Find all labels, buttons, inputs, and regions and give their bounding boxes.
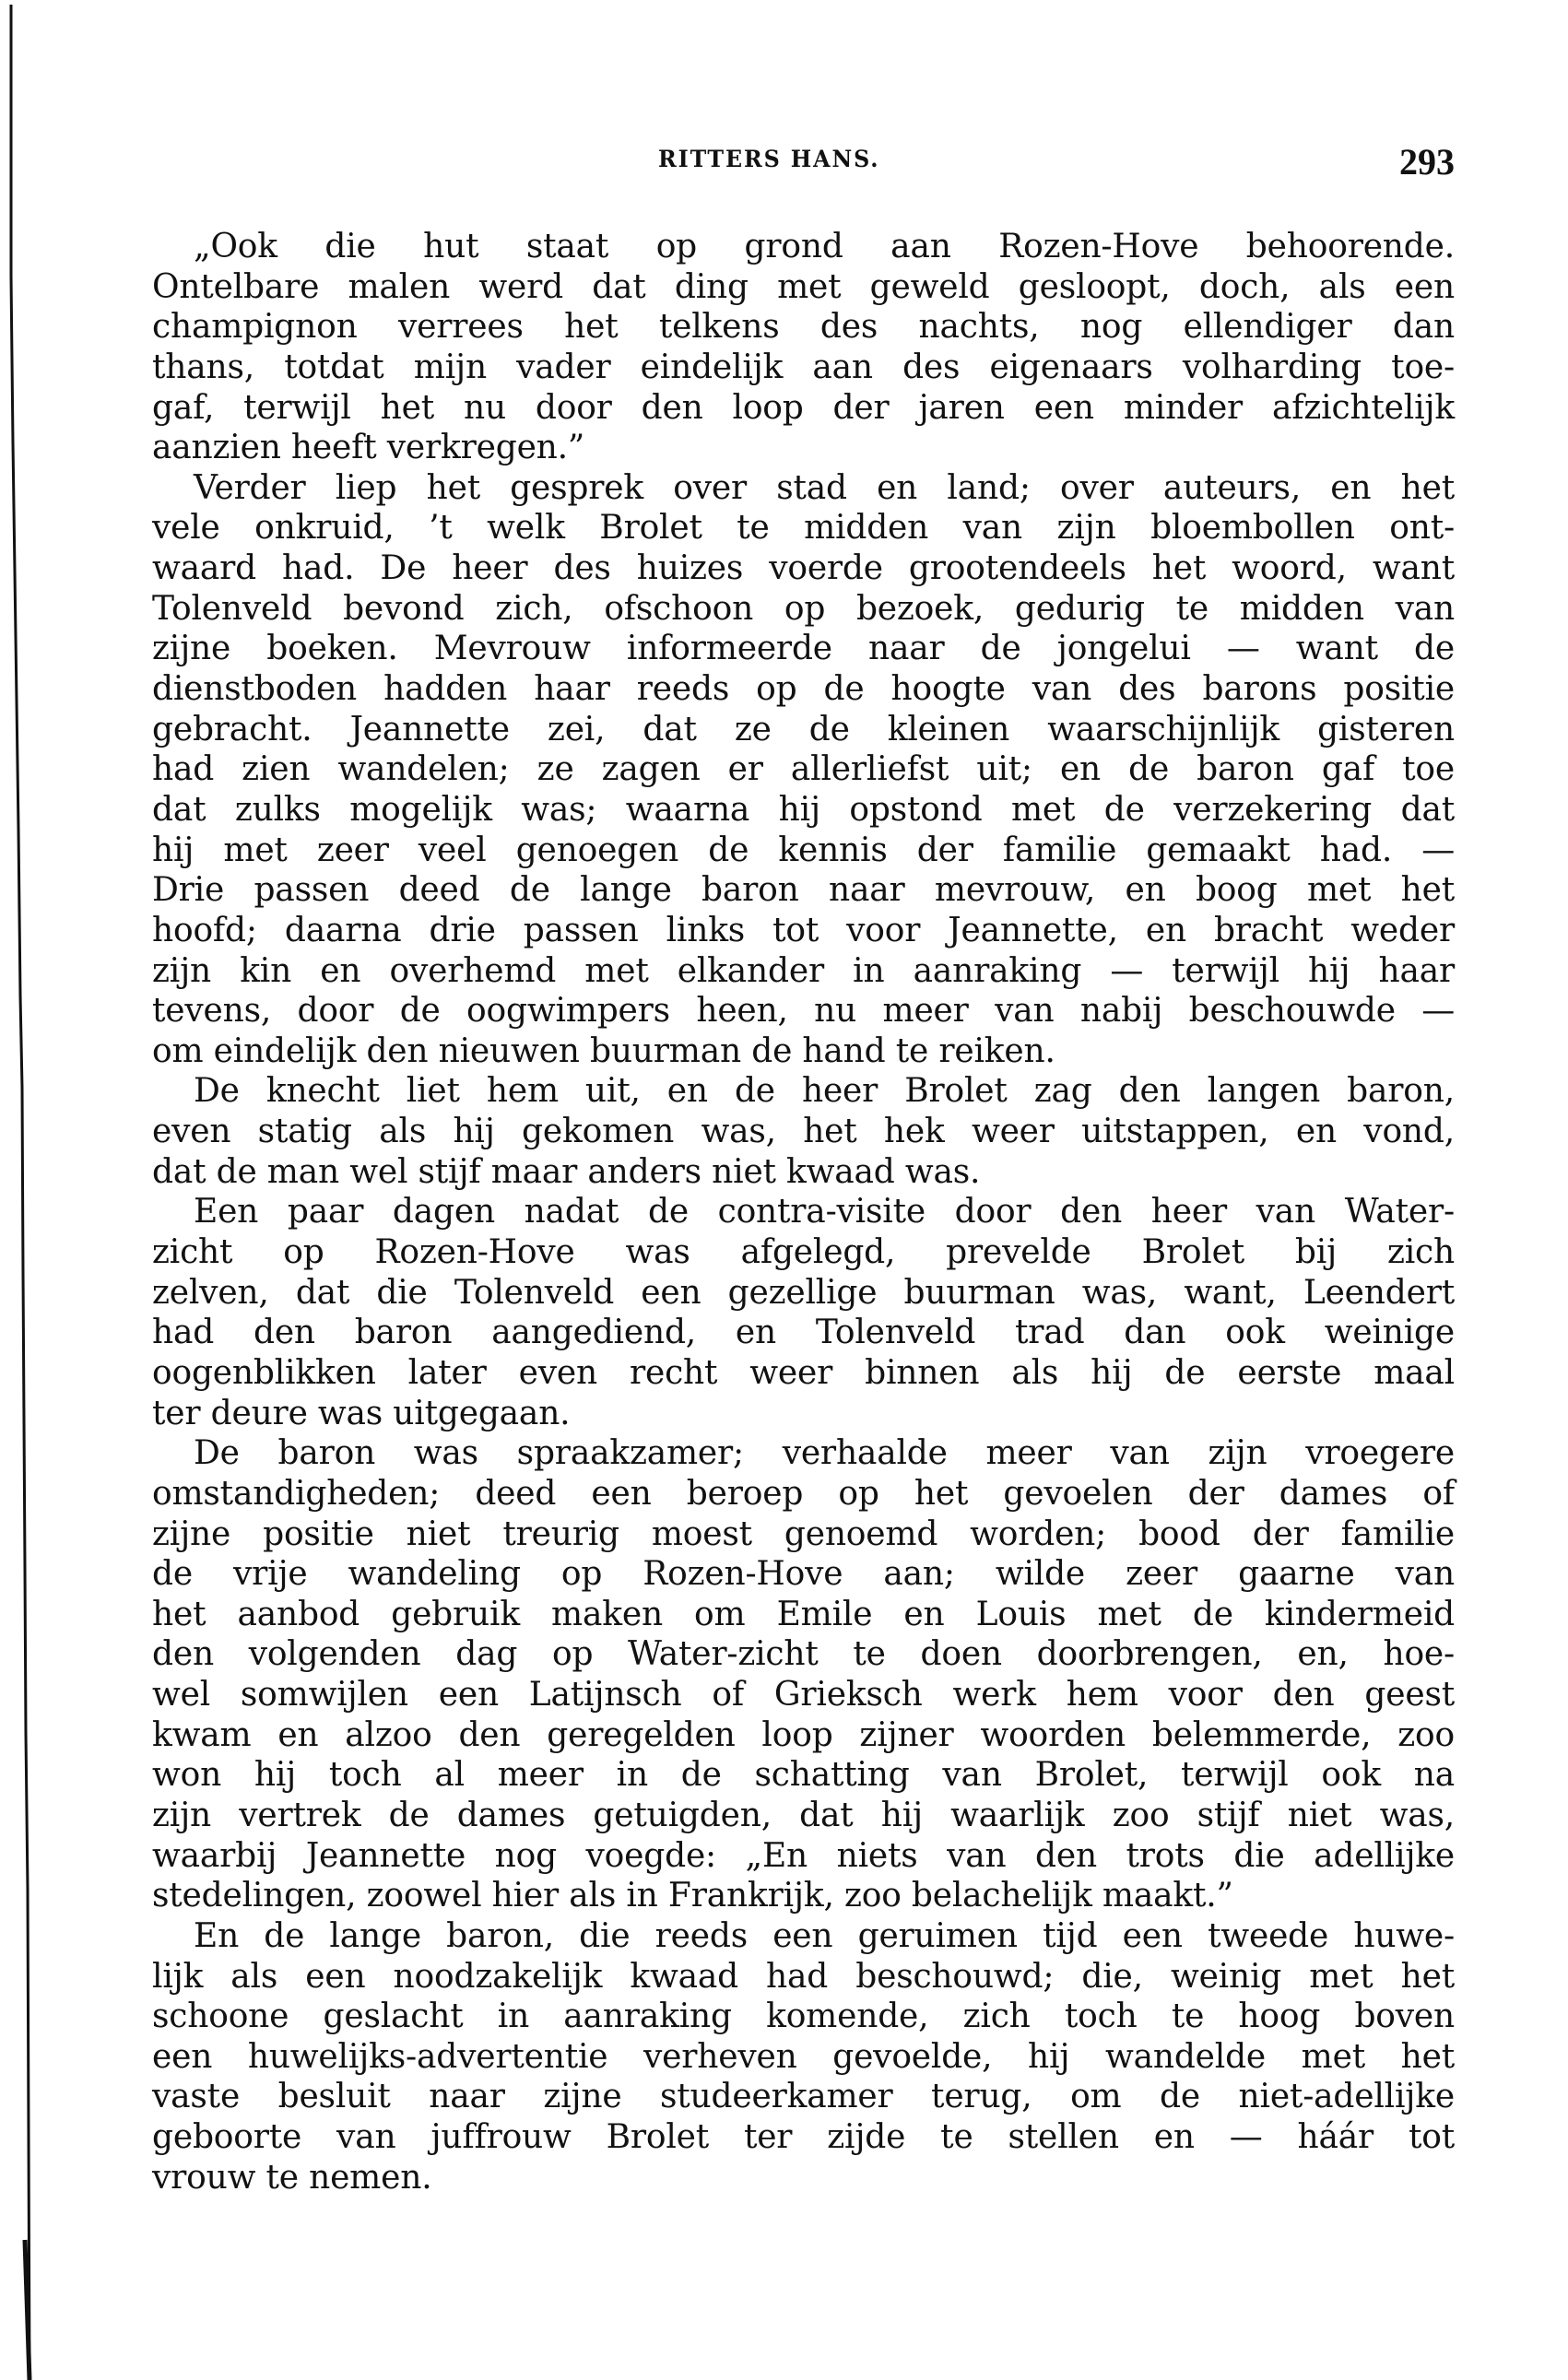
text-line: zelven, dat die Tolenveld een gezellige buurman was, want, Leendert (152, 1273, 1455, 1312)
text-line: gebracht. Jeannette zei, dat ze de kleinen waarschijnlijk gisteren (152, 710, 1455, 748)
text-line: waard had. De heer des huizes voerde grootendeels het woord, want (152, 549, 1455, 588)
text-line: zijn vertrek de dames getuigden, dat hij waarlijk zoo stijf niet was, (152, 1796, 1455, 1834)
text-line: champignon verrees het telkens des nachts, nog ellendiger dan (152, 308, 1455, 347)
body-text (152, 227, 1455, 2197)
text-line: het aanbod gebruik maken om Emile en Louis met de kindermeid (152, 1595, 1455, 1633)
text-line: vrouw te nemen. (152, 2158, 432, 2197)
text-line: zijn kin en overhemd met elkander in aanraking — terwijl hij haar (152, 951, 1455, 990)
text-line: vele onkruid, ’t welk Brolet te midden van zijn bloembollen ont- (152, 509, 1455, 548)
text-line: De baron was spraakzamer; verhaalde meer van zijn vroegere (194, 1434, 1455, 1473)
text-line: zicht op Rozen-Hove was afgelegd, prevelde Brolet bij zich (152, 1233, 1455, 1272)
text-line: een huwelijks-advertentie verheven gevoelde, hij wandelde met het (152, 2037, 1455, 2076)
text-line: dat de man wel stijf maar anders niet kwaad was. (152, 1152, 981, 1191)
text-line: zijne positie niet treurig moest genoemd worden; bood der familie (152, 1514, 1455, 1553)
text-line: En de lange baron, die reeds een geruimen tijd een tweede huwe- (194, 1916, 1455, 1955)
running-title: RITTERS HANS. (658, 146, 880, 172)
text-line: dat zulks mogelijk was; waarna hij opstond met de verzekering dat (152, 790, 1455, 829)
text-line: kwam en alzoo den geregelden loop zijner woorden belemmerde, zoo (152, 1715, 1455, 1754)
text-line: Verder liep het gesprek over stad en land; over auteurs, en het (194, 468, 1455, 507)
text-line: dienstboden hadden haar reeds op de hoogte van des barons positie (152, 670, 1455, 709)
page-edge-stroke (11, 5, 29, 2380)
text-line: aanzien heeft verkregen.” (152, 429, 585, 467)
text-line: waarbij Jeannette nog voegde: „En niets van den trots die adellijke (152, 1836, 1455, 1875)
text-line: omstandigheden; deed een beroep op het gevoelen der dames of (152, 1474, 1455, 1513)
page-number: 293 (1399, 141, 1455, 183)
text-line: ter deure was uitgegaan. (152, 1394, 571, 1432)
text-line: hij met zeer veel genoegen de kennis der familie gemaakt had. — (152, 831, 1455, 869)
text-line: had zien wandelen; ze zagen er allerliefst uit; en de baron gaf toe (152, 750, 1455, 789)
text-line: schoone geslacht in aanraking komende, zich toch te hoog boven (152, 1997, 1455, 2036)
text-line: zijne boeken. Mevrouw informeerde naar de jongelui — want de (152, 630, 1455, 668)
text-line: wel somwijlen een Latijnsch of Grieksch werk hem voor den geest (152, 1676, 1455, 1714)
text-line: gaf, terwijl het nu door den loop der jaren een minder afzichtelijk (152, 388, 1455, 427)
text-line: Een paar dagen nadat de contra-visite door den heer van Water- (194, 1193, 1455, 1231)
text-line: de vrije wandeling op Rozen-Hove aan; wilde zeer gaarne van (152, 1555, 1455, 1594)
text-line: om eindelijk den nieuwen buurman de hand te reiken. (152, 1031, 1055, 1070)
text-line: stedelingen, zoowel hier als in Frankrijk, zoo belachelijk maakt.” (152, 1877, 1233, 1915)
text-line: won hij toch al meer in de schatting van Brolet, terwijl ook na (152, 1756, 1455, 1795)
scan-edge-line (0, 0, 55, 2380)
text-line: „Ook die hut staat op grond aan Rozen-Hove behoorende. (194, 228, 1455, 265)
text-line: geboorte van juffrouw Brolet ter zijde te stellen en — háár tot (152, 2118, 1455, 2157)
text-line: den volgenden dag op Water-zicht te doen doorbrengen, en, hoe- (152, 1635, 1455, 1674)
text-line: Drie passen deed de lange baron naar mevrouw, en boog met het (152, 871, 1455, 910)
text-line: had den baron aangediend, en Tolenveld trad dan ook weinige (152, 1314, 1455, 1352)
text-line: vaste besluit naar zijne studeerkamer terug, om de niet-adellijke (152, 2078, 1455, 2116)
text-line: even statig als hij gekomen was, het hek weer uitstappen, en vond, (152, 1113, 1455, 1151)
text-line: hoofd; daarna drie passen links tot voor Jeannette, en bracht weder (152, 911, 1455, 949)
text-line: De knecht liet hem uit, en de heer Brolet zag den langen baron, (194, 1072, 1455, 1111)
text-line: tevens, door de oogwimpers heen, nu meer van nabij beschouwde — (152, 992, 1455, 1031)
text-line: lijk als een noodzakelijk kwaad had beschouwd; die, weinig met het (152, 1957, 1455, 1996)
text-line: Tolenveld bevond zich, ofschoon op bezoek, gedurig te midden van (152, 589, 1455, 628)
text-line: oogenblikken later even recht weer binnen als hij de eerste maal (152, 1353, 1455, 1392)
text-line: Ontelbare malen werd dat ding met geweld gesloopt, doch, als een (152, 267, 1455, 306)
text-line: thans, totdat mijn vader eindelijk aan des eigenaars volharding toe- (152, 348, 1455, 386)
running-head (152, 141, 1455, 186)
